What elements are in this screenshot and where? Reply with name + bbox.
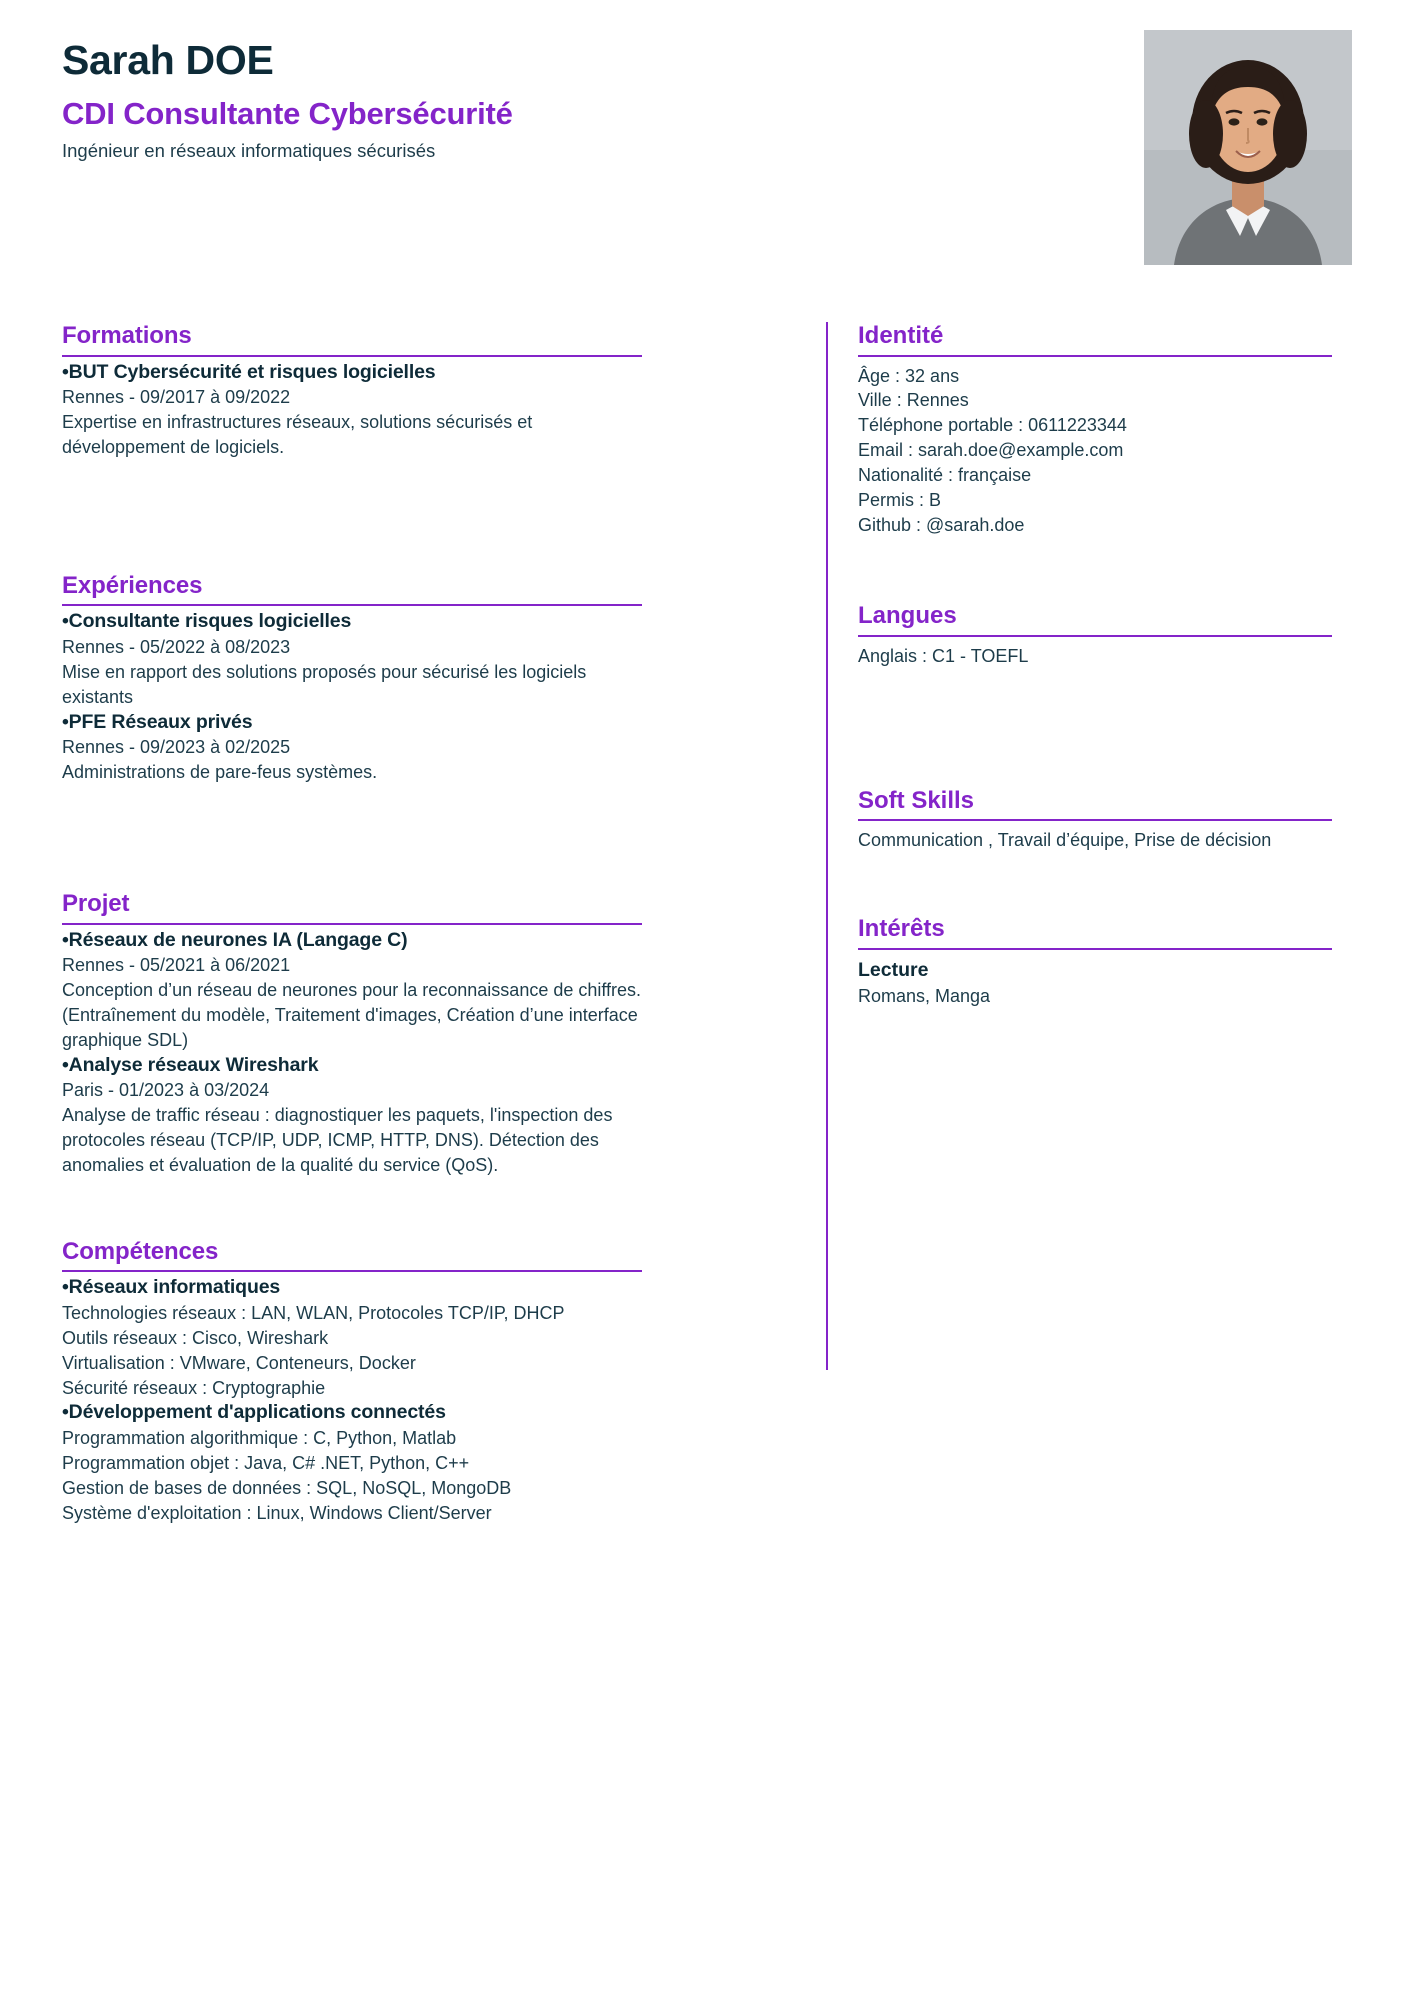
spacer: [858, 537, 1332, 602]
skill-line: Gestion de bases de données : SQL, NoSQL, MongoDB: [62, 1477, 512, 1498]
skill-line: Programmation objet : Java, C# .NET, Python, C++: [62, 1452, 470, 1473]
entry-description: Administrations de pare-feus systèmes.: [62, 762, 378, 783]
entry-meta: Rennes - 05/2022 à 08/2023: [62, 637, 291, 658]
section-title-experiences: Expériences: [62, 571, 203, 599]
entry-description: Conception d’un réseau de neurones pour la reconnaissance de chiffres. (Entraînement du modèle, Traitement d'images, Création d’une interface graphique SDL): [62, 980, 642, 1050]
entry-title: •Réseaux informatiques: [62, 1276, 281, 1299]
section-projet: [62, 890, 642, 1178]
left-column: [62, 322, 642, 1525]
entry-meta: Rennes - 05/2021 à 06/2021: [62, 955, 291, 976]
skill-line: Outils réseaux : Cisco, Wireshark: [62, 1327, 329, 1348]
experience-entry: [62, 710, 642, 785]
job-title: CDI Consultante Cybersécurité: [62, 96, 513, 132]
skill-line: Sécurité réseaux : Cryptographie: [62, 1377, 326, 1398]
experience-entry: [62, 609, 642, 709]
section-title-identite: Identité: [858, 322, 944, 349]
section-rule: [858, 819, 1332, 821]
entry-title: •Analyse réseaux Wireshark: [62, 1053, 319, 1076]
spacer: [858, 853, 1332, 915]
entry-meta: Rennes - 09/2017 à 09/2022: [62, 387, 291, 408]
langue-line: Anglais : C1 - TOEFL: [858, 645, 1029, 666]
section-rule: [62, 1270, 642, 1272]
entry-title: •Réseaux de neurones IA (Langage C): [62, 928, 408, 951]
entry-description: Analyse de traffic réseau : diagnostiquer les paquets, l'inspection des protocoles réseau (TCP/IP, UDP, ICMP, HTTP, DNS). Détection des anomalies et évaluation de la qualité du service (QoS).: [62, 1105, 613, 1175]
avatar: [1144, 30, 1352, 265]
section-identite: [858, 322, 1332, 537]
identite-line-phone: Téléphone portable : 0611223344: [858, 415, 1127, 436]
competence-group: [62, 1400, 642, 1525]
section-title-formations: Formations: [62, 322, 192, 349]
entry-title: •Consultante risques logicielles: [62, 610, 352, 633]
entry-title: •BUT Cybersécurité et risques logicielles: [62, 360, 436, 383]
cv-header: [62, 38, 1352, 268]
column-divider: [826, 322, 828, 1370]
section-competences: [62, 1238, 642, 1526]
section-rule: [858, 948, 1332, 950]
section-interets: [858, 915, 1332, 1009]
section-experiences: [62, 572, 642, 785]
section-rule: [858, 355, 1332, 357]
portrait-photo-icon: [1144, 30, 1352, 265]
skill-line: Programmation algorithmique : C, Python, Matlab: [62, 1428, 457, 1449]
soft-skill-line: Communication , Travail d’équipe, Prise de décision: [858, 830, 1272, 851]
identite-line-age: Âge : 32 ans: [858, 365, 960, 386]
skill-line: Virtualisation : VMware, Conteneurs, Docker: [62, 1352, 416, 1373]
entry-meta: Paris - 01/2023 à 03/2024: [62, 1080, 270, 1101]
projet-entry: [62, 1053, 642, 1178]
competence-group: [62, 1275, 642, 1400]
section-title-projet: Projet: [62, 890, 130, 918]
spacer: [858, 669, 1332, 787]
spacer: [62, 785, 642, 890]
interet-heading: Lecture: [858, 958, 929, 981]
formation-entry: [62, 360, 642, 460]
identite-line-nationality: Nationalité : française: [858, 464, 1032, 485]
identite-line-email: Email : sarah.doe@example.com: [858, 440, 1124, 461]
section-title-competences: Compétences: [62, 1237, 219, 1265]
entry-title: •PFE Réseaux privés: [62, 710, 253, 733]
section-formations: [62, 322, 642, 460]
identite-line-license: Permis : B: [858, 489, 942, 510]
section-rule: [62, 355, 642, 357]
skill-line: Système d'exploitation : Linux, Windows Client/Server: [62, 1502, 492, 1523]
interet-line: Romans, Manga: [858, 986, 991, 1007]
projet-entry: [62, 928, 642, 1053]
entry-title: •Développement d'applications connectés: [62, 1401, 446, 1424]
section-rule: [62, 923, 642, 925]
section-title-soft-skills: Soft Skills: [858, 786, 975, 814]
right-column: [858, 322, 1332, 1009]
section-title-langues: Langues: [858, 602, 957, 630]
skill-line: Technologies réseaux : LAN, WLAN, Protocoles TCP/IP, DHCP: [62, 1303, 565, 1324]
entry-description: Mise en rapport des solutions proposés pour sécurisé les logiciels existants: [62, 661, 587, 707]
section-title-interets: Intérêts: [858, 915, 945, 943]
section-rule: [858, 635, 1332, 637]
section-langues: [858, 602, 1332, 668]
section-soft-skills: [858, 787, 1332, 853]
identite-line-github: Github : @sarah.doe: [858, 514, 1025, 535]
entry-description: Expertise en infrastructures réseaux, solutions sécurisés et développement de logiciels.: [62, 412, 533, 457]
page-title: Sarah DOE: [62, 37, 274, 83]
spacer: [62, 460, 642, 572]
spacer: [62, 1178, 642, 1238]
job-subtitle: Ingénieur en réseaux informatiques sécurisés: [62, 140, 436, 162]
entry-meta: Rennes - 09/2023 à 02/2025: [62, 737, 291, 758]
section-rule: [62, 604, 642, 606]
identite-line-city: Ville : Rennes: [858, 390, 969, 411]
